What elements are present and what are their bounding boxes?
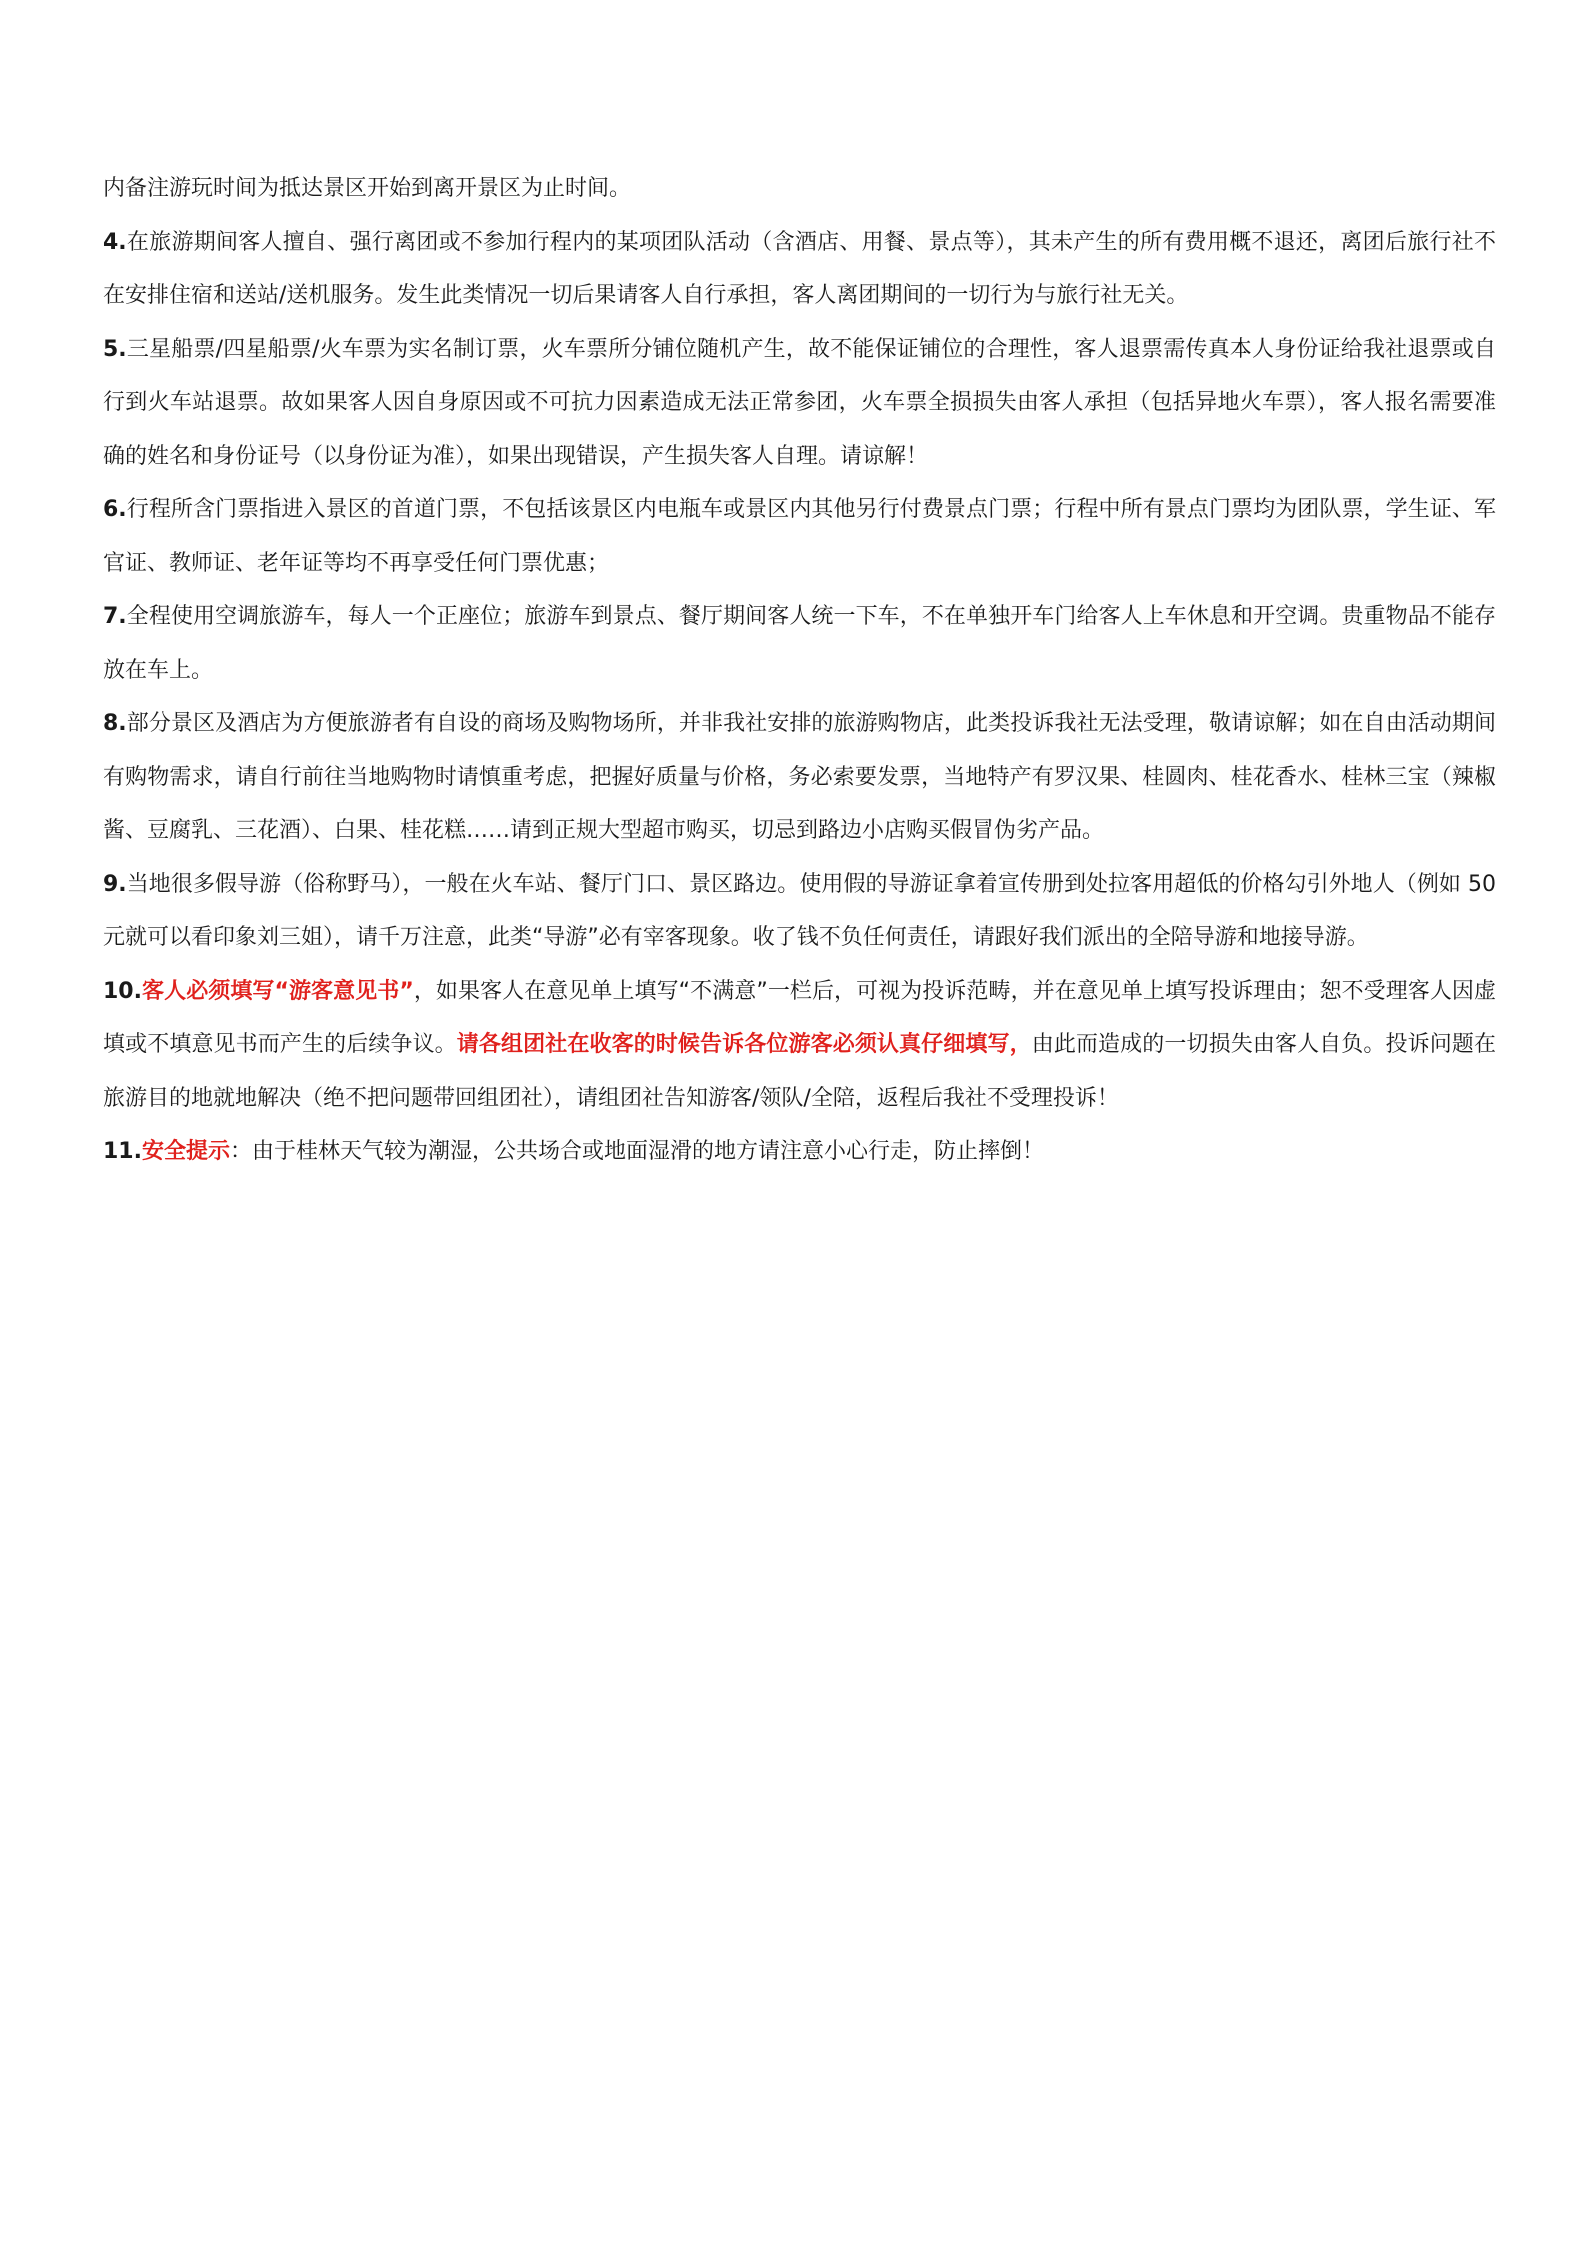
item-number: 7. <box>103 604 127 629</box>
paragraph-item-7 <box>103 590 1496 697</box>
item-number: 9. <box>103 871 127 897</box>
paragraph-continuation <box>103 162 1496 216</box>
item-number: 6. <box>103 497 127 522</box>
paragraph-text: 在旅游期间客人擅自、强行离团或不参加行程内的某项团队活动（含酒店、用餐、景点等），其未产生的所有费用概不退还，离团后旅行社不在安排住宿和送站/送机服务。发生此类情况一切后果请客人自行承担，客人离团期间的一切行为与旅行社无关。 <box>103 229 1496 308</box>
paragraph-text: ：由于桂林天气较为潮湿，公共场合或地面湿滑的地方请注意小心行走，防止摔倒！ <box>230 1139 1045 1164</box>
paragraph-text: 全程使用空调旅游车，每人一个正座位；旅游车到景点、餐厅期间客人统一下车，不在单独开车门给客人上车休息和开空调。贵重物品不能存放在车上。 <box>103 604 1496 683</box>
item-number: 4. <box>103 229 127 255</box>
paragraph-item-8 <box>103 697 1496 858</box>
paragraph-item-9 <box>103 858 1496 965</box>
document-body <box>103 162 1496 1179</box>
safety-tip-heading: 安全提示 <box>141 1139 230 1164</box>
paragraph-item-5 <box>103 323 1496 484</box>
paragraph-text: 部分景区及酒店为方便旅游者有自设的商场及购物场所，并非我社安排的旅游购物店，此类投诉我社无法受理，敬请谅解；如在自由活动期间有购物需求，请自行前往当地购物时请慎重考虑，把握好质量与价格，务必索要发票，当地特产有罗汉果、桂圆肉、桂花香水、桂林三宝（辣椒酱、豆腐乳、三花酒）、白果、桂花糕……请到正规大型超市购买，切忌到路边小店购买假冒伪劣产品。 <box>103 711 1496 843</box>
item-number: 8. <box>103 711 127 736</box>
paragraph-item-10 <box>103 965 1496 1126</box>
paragraph-text: 当地很多假导游（俗称野马），一般在火车站、餐厅门口、景区路边。使用假的导游证拿着宣传册到处拉客用超低的价格勾引外地人（例如 50 元就可以看印象刘三姐），请千万注意，此类“导游”必有宰客现象。收了钱不负任何责任，请跟好我们派出的全陪导游和地接导游。 <box>103 871 1496 950</box>
item-number: 11. <box>103 1139 142 1164</box>
paragraph-text: 行程所含门票指进入景区的首道门票，不包括该景区内电瓶车或景区内其他另行付费景点门票；行程中所有景点门票均为团队票，学生证、军官证、教师证、老年证等均不再享受任何门票优惠； <box>103 497 1496 576</box>
paragraph-text: 由此而造成的一切损失由客人自负。投诉问题在旅游目的地就地解决（绝不把问题带回组团社），请组团社告知游客/领队/全陪，返程后我社不受理投诉！ <box>103 1032 1496 1111</box>
paragraph-item-4 <box>103 216 1496 323</box>
highlight-text: 客人必须填写“游客意见书” <box>141 978 414 1004</box>
item-number: 5. <box>103 336 127 362</box>
paragraph-text: 内备注游玩时间为抵达景区开始到离开景区为止时间。 <box>103 176 632 201</box>
paragraph-text: 三星船票/四星船票/火车票为实名制订票，火车票所分铺位随机产生，故不能保证铺位的合理性，客人退票需传真本人身份证给我社退票或自行到火车站退票。故如果客人因自身原因或不可抗力因素造成无法正常参团，火车票全损损失由客人承担（包括异地火车票），客人报名需要准确的姓名和身份证号（以身份证为准），如果出现错误，产生损失客人自理。请谅解！ <box>103 336 1496 469</box>
paragraph-item-11 <box>103 1125 1496 1179</box>
paragraph-text: ，如果客人在意见单上填写“不满意”一栏后，可视为投诉范畴，并在意见单上填写投诉理由；恕不受理客人因虚填或不填意见书而产生的后续争议。 <box>103 978 1496 1057</box>
paragraph-item-6 <box>103 483 1496 590</box>
highlight-text: 请各组团社在收客的时候告诉各位游客必须认真仔细填写， <box>456 1032 1032 1057</box>
item-number: 10. <box>103 978 142 1004</box>
